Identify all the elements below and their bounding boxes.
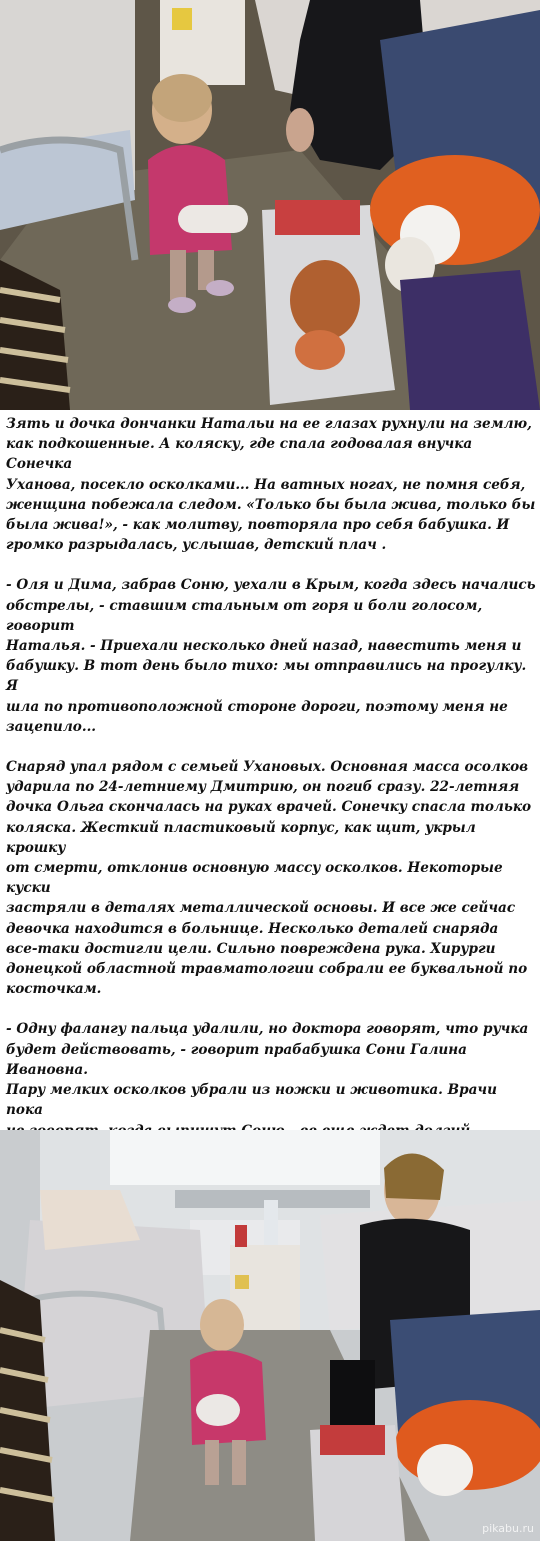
hospital-photo-top bbox=[0, 0, 540, 410]
hospital-photo-bottom bbox=[0, 1130, 540, 1541]
photo-illustration bbox=[0, 1130, 540, 1541]
article-paragraph: Зять и дочка дончанки Натальи на ее глазах рухнули на землю, как подкошенные. А коляску, где спала годовалая внучка Сонечка Уханова, посекло осколками... На ватных ногах, не помня себя, женщина побежала следом. «Только бы была жива, только бы была жива!», - как молитву, повторяла про себя бабушка. И громко разрыдалась, услышав, детский плач . bbox=[6, 416, 536, 554]
article-paragraph: - Оля и Дима, забрав Соню, уехали в Крым, когда здесь начались обстрелы, - ставшим стальным от горя и боли голосом, говорит Наталья. - Приехали несколько дней назад, навестить меня и бабушку. В тот день было тихо: мы отправились на прогулку. Я шла по противоположной стороне дороги, поэтому меня не зацепило... bbox=[6, 577, 536, 735]
pikabu-watermark: pikabu.ru bbox=[482, 1522, 534, 1535]
article-paragraph: Снаряд упал рядом с семьей Ухановых. Основная масса осолков ударила по 24-летниему Дмитрию, он погиб сразу. 22-летняя дочка Ольга скончалась на руках врачей. Сонечку спасла только коляска. Жесткий пластиковый корпус, как щит, укрыл крошку от смерти, отклонив основную массу осколков. Некоторые куски застряли в деталях металлической основы. И все же сейчас девочка находится в больнице. Несколько деталей снаряда все-таки достигли цели. Сильно повреждена рука. Хирурги донецкой областной травматологии собрали ее буквальной по косточкам. bbox=[6, 759, 532, 998]
photo-illustration bbox=[0, 0, 540, 410]
article-paragraph: - Одну фалангу пальца удалили, но доктора говорят, что ручка будет действовать, - говорит прабабушка Сони Галина Ивановна. Пару мелких осколков убрали из ножки и животика. Врачи пока bbox=[6, 1021, 529, 1119]
